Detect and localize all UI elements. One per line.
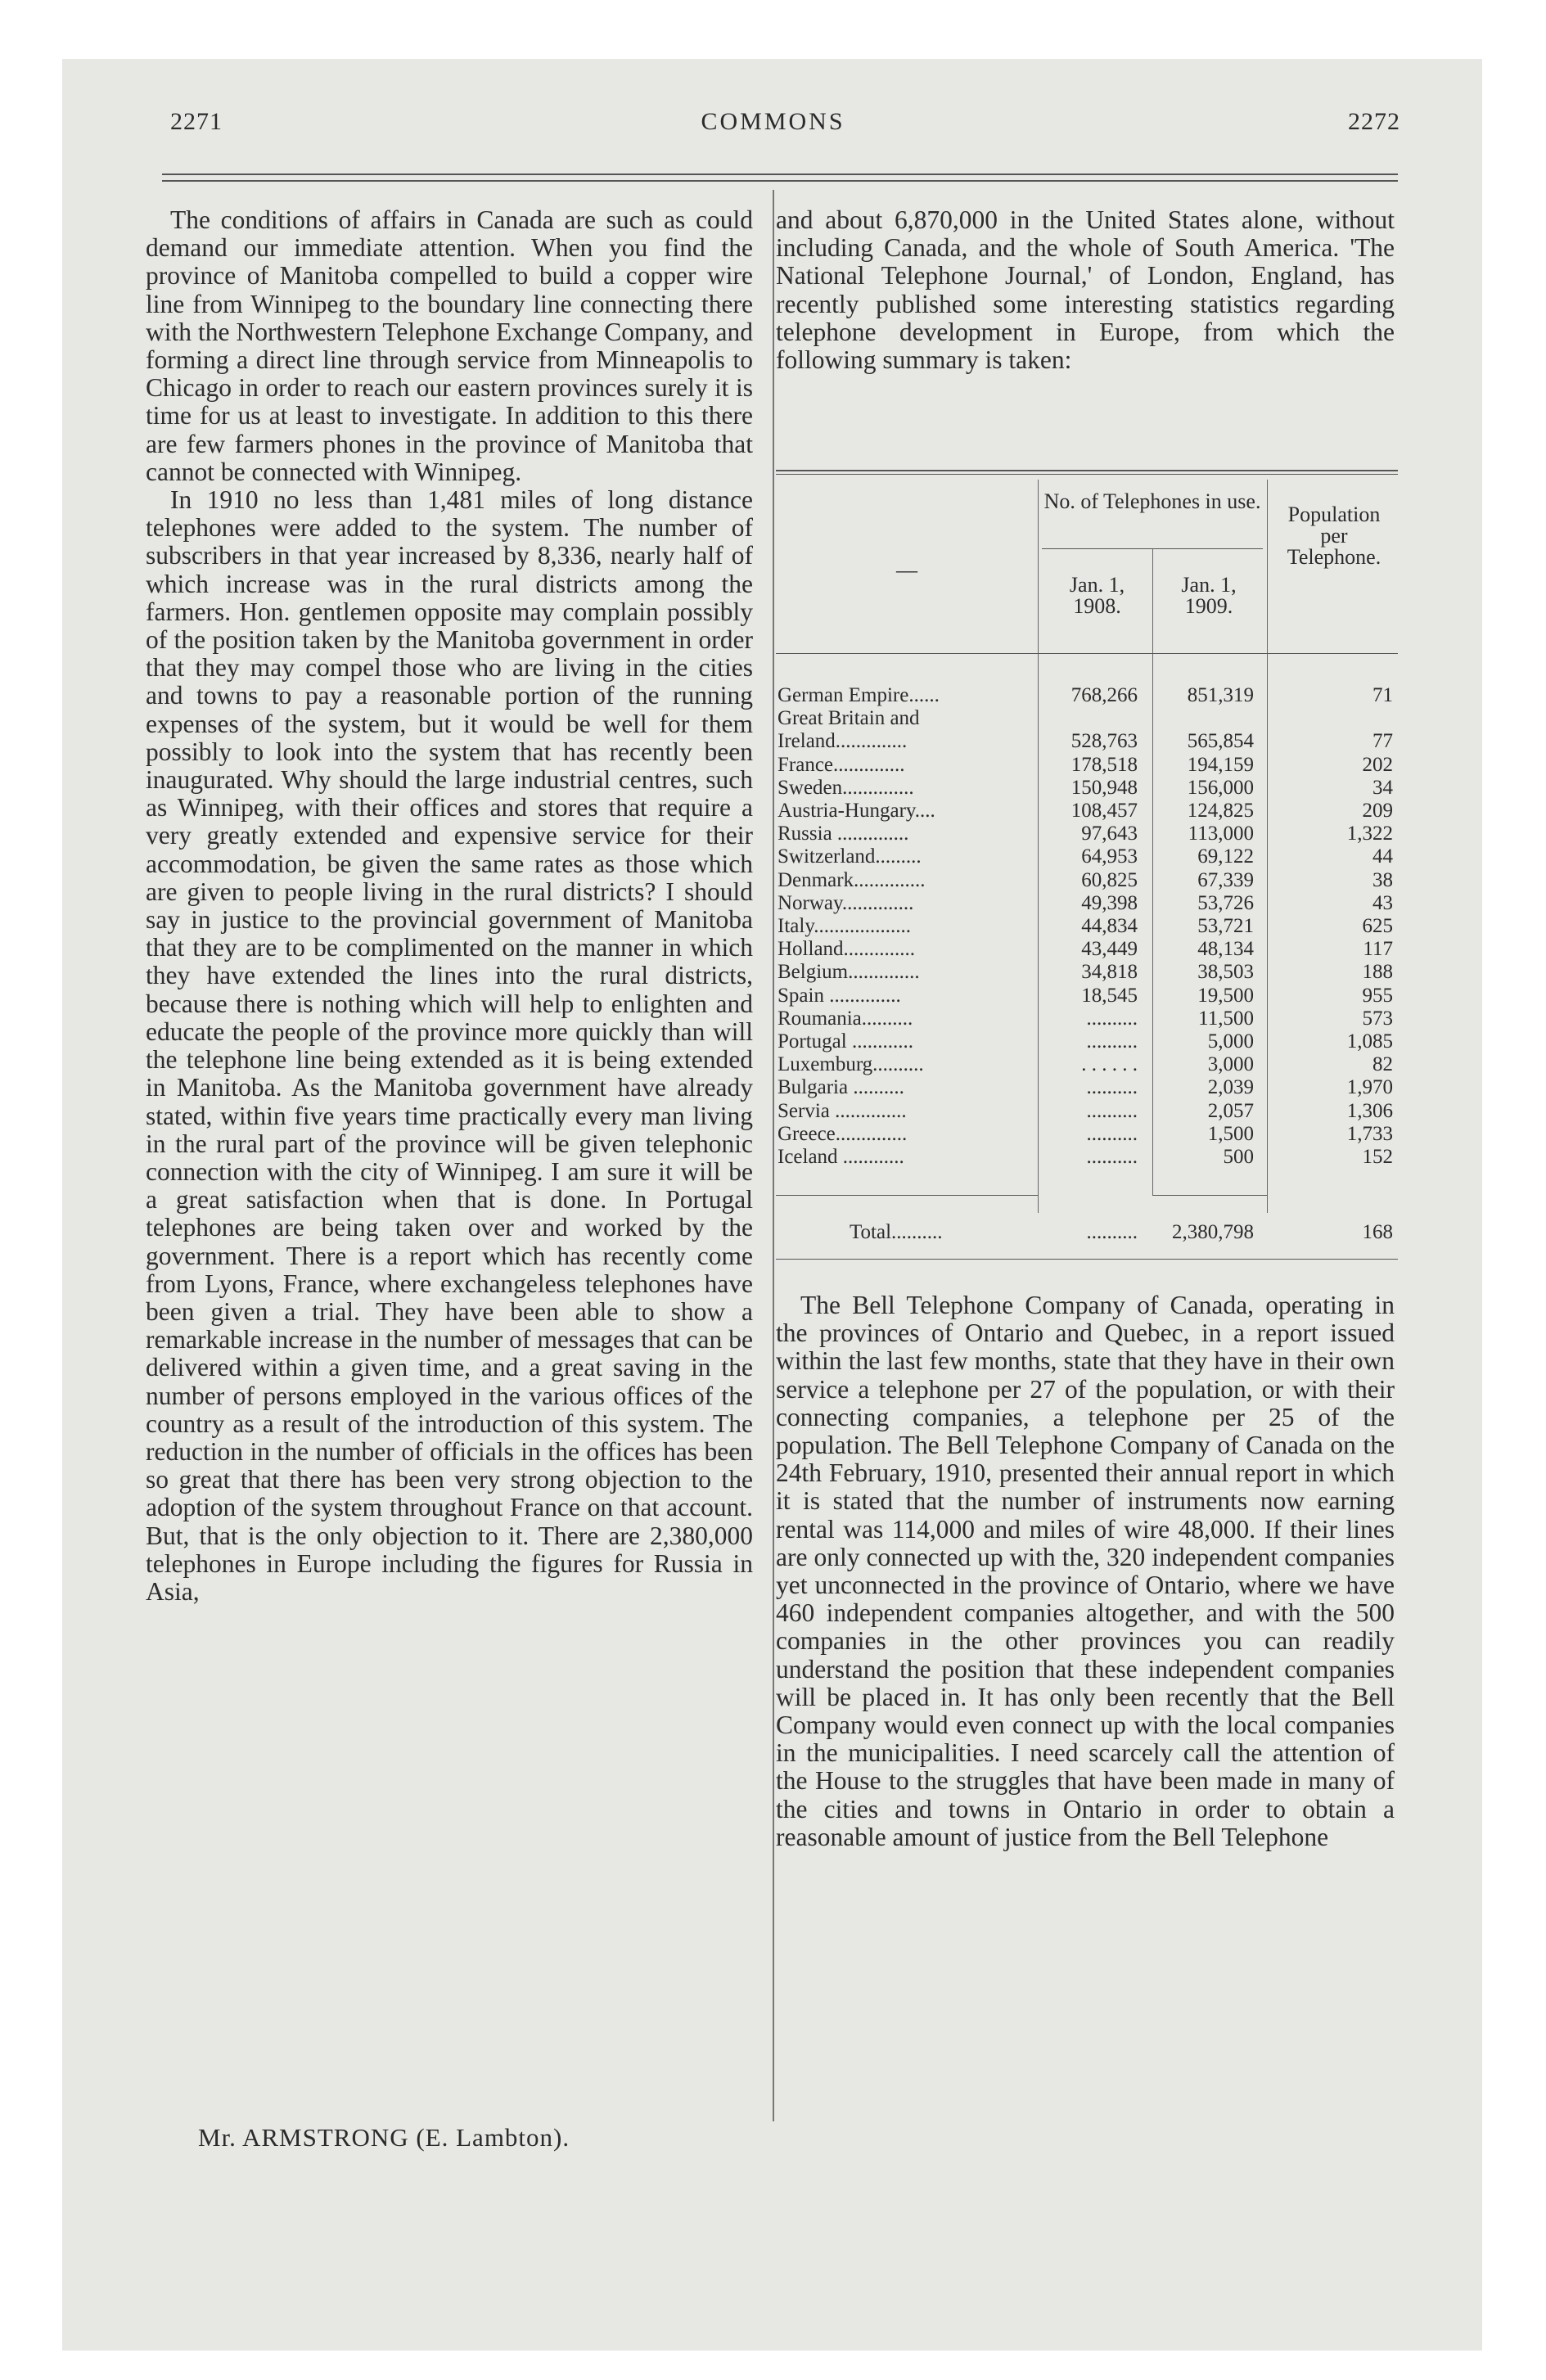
table-cell-population-per-telephone: 573 [1362, 1007, 1393, 1030]
table-cell-1908: 64,953 [1081, 845, 1138, 868]
table-cell-country: German Empire...... [778, 684, 940, 706]
table-cell-country: Portugal ............ [778, 1030, 913, 1053]
table-cell-1908: . . . . . . [1081, 1053, 1138, 1076]
table-cell-population-per-telephone: 117 [1363, 938, 1393, 961]
table-cell-1908: 60,825 [1081, 868, 1138, 891]
table-cell-1909: 851,319 [1187, 684, 1254, 706]
table-cell-1909: 11,500 [1198, 1007, 1254, 1030]
speaker-name: Mr. ARMSTRONG (E. Lambton). [198, 2123, 570, 2152]
table-cell-1909: 113,000 [1188, 823, 1254, 845]
total-label: Total.......... [850, 1221, 943, 1243]
table-cell-1908: 43,449 [1081, 938, 1138, 961]
table-cell-1908: .......... [1086, 1007, 1138, 1030]
table-cell-country: Iceland ............ [778, 1146, 904, 1168]
table-cell-country: Bulgaria .......... [778, 1076, 904, 1099]
header-bottom-rule [776, 653, 1038, 654]
table-cell-country: Spain .............. [778, 984, 901, 1007]
header-rule-thin [162, 180, 1398, 182]
table-cell-1909: 38,503 [1197, 961, 1254, 984]
table-cell-country: Ireland.............. [778, 730, 908, 753]
header-telephones-in-use: No. of Telephones in use. [1043, 489, 1261, 513]
table-cell-1908: 178,518 [1070, 753, 1138, 776]
paragraph: In 1910 no less than 1,481 miles of long distance telephones were added to the system. The number of subscribers in that year increased by 8,336, nearly half of which increase was in the rural districts among the farmers. Hon. gentlemen opposite may complain possibly of the position taken by the Manitoba government in order that they may compel those who are living in the cities and towns to pay a reasonable portion of the running expenses of the system, but it would be well for them possibly to look into the system that has recently been inaugurated. Why should the large industrial centres, such as Winnipeg, with their offices and stores that require a very greatly extended and expensive service for their accommodation, be given the same rates as those which are given to people living in the rural districts? I should say in justice to the provincial government of Manitoba that they are to be complimented on the manner in which they have extended the lines into the rural districts, because there is nothing which will help to enlighten and educate the people of the province more quickly than will the telephone line being extended as it is being extended in Manitoba. As the Manitoba government have already stated, within five years time practically every man living in the rural part of the province will be given telephonic connection with the city of Winnipeg. I am sure it will be a great satisfaction when that is done. In Portugal telephones are being taken over and worked by the government. There is a report which has recently come from Lyons, France, where exchangeless telephones have been given a trial. They have been able to show a remarkable increase in the number of messages that can be delivered within a given time, and a great saving in the number of persons employed in the various offices of the country as a result of the introduction of this system. The reduction in the number of officials in the offices has been so great that there has been very strong objection to the adoption of the system throughout France on that account. But, that is the only objection to it. There are 2,380,000 telephones in Europe including the figures for Russia in Asia, [146, 485, 753, 1606]
table-cell-population-per-telephone: 1,306 [1346, 1099, 1393, 1122]
table-cell-country: Holland.............. [778, 938, 916, 961]
table-cell-country: Belgium.............. [778, 961, 920, 984]
table-cell-country: Great Britain and [778, 707, 920, 730]
table-cell-population-per-telephone: 44 [1372, 845, 1393, 868]
table-cell-1908: 768,266 [1070, 684, 1138, 706]
table-vline [1038, 480, 1039, 1213]
right-column-closing [776, 1291, 1395, 1851]
paragraph: The conditions of affairs in Canada are such as could demand our immediate attention. When you find the province of Manitoba compelled to build a copper wire line from Winnipeg to the boundary line connecting there with the Northwestern Telephone Exchange Company, and forming a direct line through service from Minneapolis to Chicago in order to reach our eastern provinces surely it is time for us at least to investigate. In addition to this there are few farmers phones in the province of Manitoba that cannot be connected with Winnipeg. [146, 205, 753, 486]
right-column-intro [776, 206, 1395, 374]
total-rule [1152, 1195, 1267, 1196]
table-cell-country: Austria-Hungary.... [778, 800, 935, 822]
table-cell-1909: 2,057 [1207, 1099, 1254, 1122]
table-cell-1908: 150,948 [1070, 776, 1138, 799]
table-cell-1909: 156,000 [1187, 776, 1254, 799]
table-cell-population-per-telephone: 152 [1362, 1146, 1393, 1168]
paragraph: The Bell Telephone Company of Canada, operating in the provinces of Ontario and Quebec, in a report issued within the last few months, state that they have in their own service a telephone per 27 of the population, or with their connecting companies, a telephone per 25 of the population. The Bell Telephone Company of Canada on the 24th February, 1910, presented their annual report in which it is stated that the number of instruments now earning rental was 114,000 and miles of wire 48,000. If their lines are only connected up with the, 320 independent companies yet unconnected in the province of Ontario, where we have 460 independent companies altogether, and with the 500 companies in the other provinces you can readily understand the position that these independent companies will be placed in. It has only been recently that the Bell Company would even connect up with the local companies in the municipalities. I need scarcely call the attention of the House to the struggles that have been made in many of the cities and towns in Ontario in order to obtain a reasonable amount of justice from the Bell Telephone [776, 1291, 1395, 1851]
header-rule [162, 174, 1398, 175]
table-cell-population-per-telephone: 1,085 [1346, 1030, 1393, 1053]
table-cell-1908: 44,834 [1081, 915, 1138, 937]
right-page-number: 2272 [1348, 108, 1400, 135]
table-cell-country: Denmark.............. [778, 868, 926, 891]
table-cell-country: Luxemburg.......... [778, 1053, 924, 1076]
table-cell-country: France.............. [778, 753, 905, 776]
table-cell-country: Russia .............. [778, 823, 909, 845]
table-vline [1267, 480, 1268, 1213]
table-cell-1909: 3,000 [1207, 1053, 1254, 1076]
table-cell-country: Switzerland......... [778, 845, 922, 868]
table-cell-population-per-telephone: 188 [1362, 961, 1393, 984]
table-cell-1908: 34,818 [1081, 961, 1138, 984]
left-column [146, 206, 753, 1606]
header-bottom-rule [1038, 653, 1398, 654]
total-1909: 2,380,798 [1172, 1221, 1254, 1243]
table-cell-country: Italy................... [778, 915, 911, 937]
left-page-number: 2271 [170, 108, 223, 135]
telephone-statistics-table [776, 458, 1398, 1260]
table-cell-1908: 18,545 [1081, 984, 1138, 1007]
table-cell-1908: .......... [1086, 1076, 1138, 1099]
table-cell-population-per-telephone: 38 [1372, 868, 1393, 891]
column-divider [773, 190, 774, 2121]
table-cell-1909: 53,721 [1197, 915, 1254, 937]
table-cell-1909: 194,159 [1187, 753, 1254, 776]
table-cell-country: Servia .............. [778, 1099, 907, 1122]
table-cell-1909: 48,134 [1197, 938, 1254, 961]
table-cell-1909: 124,825 [1187, 800, 1254, 822]
table-cell-1908: 108,457 [1070, 800, 1138, 822]
table-cell-country: Greece.............. [778, 1122, 908, 1145]
table-top-rule-thin [776, 474, 1398, 475]
paragraph: and about 6,870,000 in the United States alone, without including Canada, and the whole of South America. 'The National Telephone Journal,' of London, England, has recently published some interesting statistics regarding telephone development in Europe, from which the following summary is taken: [776, 205, 1395, 375]
table-cell-country: Roumania.......... [778, 1007, 913, 1030]
table-cell-1908: .......... [1086, 1146, 1138, 1168]
page-title: COMMONS [701, 108, 845, 135]
total-population-per-telephone: 168 [1362, 1221, 1393, 1243]
header-jan-1909: Jan. 1, 1909. [1181, 573, 1237, 618]
table-cell-population-per-telephone: 1,322 [1346, 823, 1393, 845]
table-cell-1909: 53,726 [1197, 891, 1254, 914]
header-blank: — [896, 558, 917, 582]
table-cell-population-per-telephone: 209 [1362, 800, 1393, 822]
table-cell-1909: 19,500 [1197, 984, 1254, 1007]
table-cell-population-per-telephone: 43 [1372, 891, 1393, 914]
table-cell-1908: 49,398 [1081, 891, 1138, 914]
table-cell-population-per-telephone: 955 [1362, 984, 1393, 1007]
table-cell-1909: 2,039 [1207, 1076, 1254, 1099]
table-cell-1909: 500 [1223, 1146, 1254, 1168]
table-bottom-rule [776, 1259, 1398, 1260]
table-cell-1908: 97,643 [1081, 823, 1138, 845]
table-cell-1908: .......... [1086, 1099, 1138, 1122]
table-cell-1908: .......... [1086, 1122, 1138, 1145]
table-cell-1909: 69,122 [1197, 845, 1254, 868]
table-vline [1152, 548, 1153, 1195]
table-cell-population-per-telephone: 71 [1372, 684, 1393, 706]
table-cell-country: Norway.............. [778, 891, 914, 914]
table-cell-1909: 5,000 [1207, 1030, 1254, 1053]
table-cell-1909: 67,339 [1197, 868, 1254, 891]
table-cell-1908: 528,763 [1070, 730, 1138, 753]
table-cell-population-per-telephone: 82 [1372, 1053, 1393, 1076]
table-cell-population-per-telephone: 1,733 [1346, 1122, 1393, 1145]
table-cell-population-per-telephone: 202 [1362, 753, 1393, 776]
table-cell-1909: 1,500 [1207, 1122, 1254, 1145]
header-population-per-telephone: Population per Telephone. [1287, 503, 1381, 569]
table-top-rule [776, 470, 1398, 471]
table-cell-1909: 565,854 [1187, 730, 1254, 753]
table-cell-population-per-telephone: 34 [1372, 776, 1393, 799]
total-1908: .......... [1086, 1221, 1138, 1243]
table-cell-1908: .......... [1086, 1030, 1138, 1053]
table-cell-population-per-telephone: 625 [1362, 915, 1393, 937]
table-cell-population-per-telephone: 1,970 [1346, 1076, 1393, 1099]
total-rule [776, 1195, 1038, 1196]
table-cell-country: Sweden.............. [778, 776, 914, 799]
table-cell-population-per-telephone: 77 [1372, 730, 1393, 753]
header-jan-1908: Jan. 1, 1908. [1069, 573, 1125, 618]
header-subrule [1042, 548, 1263, 549]
